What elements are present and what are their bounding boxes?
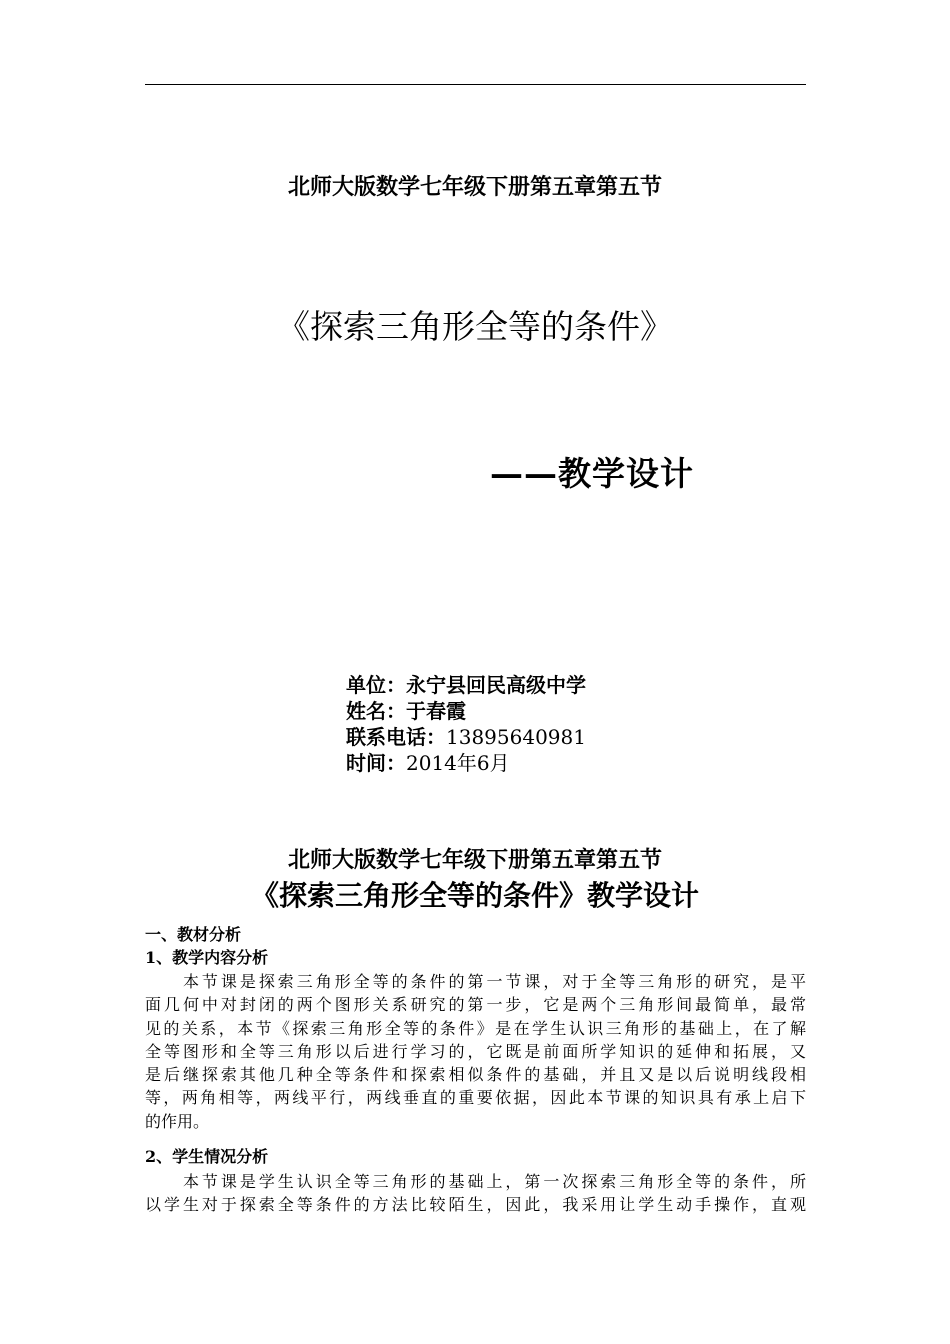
paragraph-line: 本节课是探索三角形全等的条件的第一节课，对于全等三角形的研究，是平 [145,972,806,991]
section-heading-1: 一、教材分析 [145,925,242,944]
unit-label: 单位： [346,673,406,697]
paragraph-line: 全等图形和全等三角形以后进行学习的，它既是前面所学知识的延伸和拓展，又 [145,1041,806,1061]
paragraph-content-analysis [145,970,806,1133]
paragraph-line: 等，两角相等，两线平行，两线垂直的重要依据，因此本节课的知识具有承上启下 [145,1088,806,1108]
time-value: 2014年6月 [406,751,510,775]
name-line [346,698,586,724]
paragraph-line: 的作用。 [145,1111,210,1131]
paragraph-line: 以学生对于探索全等条件的方法比较陌生，因此，我采用让学生动手操作，直观 [145,1195,806,1215]
unit-value: 永宁县回民高级中学 [406,673,586,697]
name-value: 于春霞 [406,699,466,723]
phone-value: 13895640981 [446,725,586,749]
unit-line [346,672,586,698]
paragraph-student-analysis [145,1170,806,1217]
author-info [346,672,586,776]
phone-label: 联系电话： [346,725,446,749]
paragraph-line: 见的关系，本节《探索三角形全等的条件》是在学生认识三角形的基础上，在了解 [145,1018,806,1038]
name-label: 姓名： [346,699,406,723]
phone-line [346,724,586,750]
cover-dash-title: ——教学设计 [490,454,694,493]
time-label: 时间： [346,751,406,775]
body-subtitle: 北师大版数学七年级下册第五章第五节 [287,847,662,873]
header-rule [145,84,806,85]
subsection-heading-1: 1、教学内容分析 [145,948,269,967]
time-line [346,750,586,776]
paragraph-line: 本节课是学生认识全等三角形的基础上，第一次探索三角形全等的条件，所 [145,1172,806,1191]
body-title: 《探索三角形全等的条件》教学设计 [250,879,699,912]
paragraph-line: 面几何中对封闭的两个图形关系研究的第一步，它是两个三角形间最简单，最常 [145,995,806,1015]
paragraph-line: 是后继探索其他几种全等条件和探索相似条件的基础，并且又是以后说明线段相 [145,1065,806,1085]
subsection-heading-2: 2、学生情况分析 [145,1147,269,1166]
cover-subtitle: 北师大版数学七年级下册第五章第五节 [287,174,662,200]
cover-title: 《探索三角形全等的条件》 [277,307,673,346]
